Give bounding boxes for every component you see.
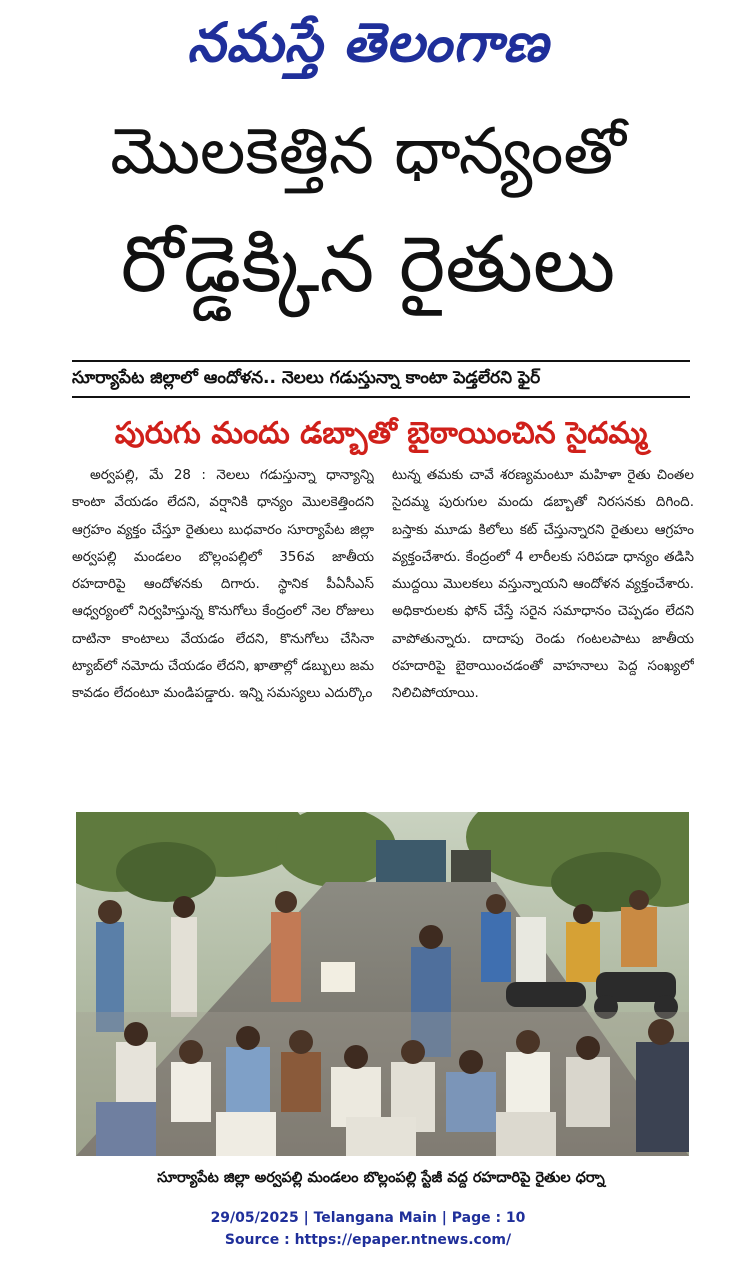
article-column-left: అర్వపల్లి, మే 28 : నెలలు గడుస్తున్నా ధాన్యాన్ని కాంటా వేయడం లేదని, వర్షానికి ధాన్యం మొలకెత్తిందని ఆగ్రహం వ్యక్తం చేస్తూ రైతులు బుధవారం సూర్యాపేట జిల్లా అర్వపల్లి మండలం బొల్లంపల్లిలో 356వ జాతీయ రహదారిపై ఆందోళనకు దిగారు. స్థానిక పీఏసీఎస్ ఆధ్వర్యంలో నిర్వహిస్తున్న కొనుగోలు కేంద్రంలో నెల రోజులు దాటినా కాంటాలు వేయడం లేదని, కొనుగోలు చేసినా ట్యాబ్‌లో నమోదు చేయడం లేదని, ఖాతాల్లో డబ్బులు జమ కావడం లేదంటూ మండిపడ్డారు. ఇన్ని సమస్యలు ఎదుర్కొం bbox=[72, 467, 374, 702]
divider-below-subheadline bbox=[72, 396, 690, 398]
headline-line-2: రోడ్డెక్కిన రైతులు bbox=[120, 220, 616, 310]
subheadline: సూర్యాపేట జిల్లాలో ఆందోళన.. నెలలు గడుస్తున్నా కాంటా పెడ్తలేరని ఫైర్ bbox=[72, 368, 541, 388]
newspaper-masthead: నమస్తే తెలంగాణ bbox=[187, 10, 549, 74]
divider-above-subheadline bbox=[72, 360, 690, 362]
footer-date-edition: 29/05/2025 | Telangana Main | Page : 10 bbox=[210, 1210, 526, 1226]
headline-line-1: మొలకెత్తిన ధాన్యంతో bbox=[110, 115, 626, 189]
seated-farmers bbox=[76, 1012, 689, 1156]
footer-source: Source : https://epaper.ntnews.com/ bbox=[224, 1232, 512, 1248]
photo-caption: సూర్యాపేట జిల్లా అర్వపల్లి మండలం బొల్లంపల్లి స్టేజీ వద్ద రహదారిపై రైతుల ధర్నా bbox=[157, 1170, 605, 1186]
protest-photo bbox=[76, 812, 689, 1156]
article-column-right: టున్న తమకు చావే శరణ్యమంటూ మహిళా రైతు చింతల సైదమ్మ పురుగుల మందు డబ్బాతో నిరసనకు దిగింది. బస్తాకు మూడు కిలోలు కట్ చేస్తున్నారని రైతులు ఆగ్రహం వ్యక్తంచేశారు. కేంద్రంలో 4 లారీలకు సరిపడా ధాన్యం తడిసి ముద్దయి మొలకలు వస్తున్నాయని ఆందోళన వ్యక్తంచేశారు. అధికారులకు ఫోన్ చేస్తే సరైన సమాధానం చెప్పడం లేదని వాపోతున్నారు. దాదాపు రెండు గంటలపాటు జాతీయ రహదారిపై బైఠాయించడంతో వాహనాలు పెద్ద సంఖ్యలో నిలిచిపోయాయి. bbox=[392, 467, 694, 702]
red-subheadline: పురుగు మందు డబ్బాతో బైఠాయించిన సైదమ్మ bbox=[114, 416, 648, 451]
